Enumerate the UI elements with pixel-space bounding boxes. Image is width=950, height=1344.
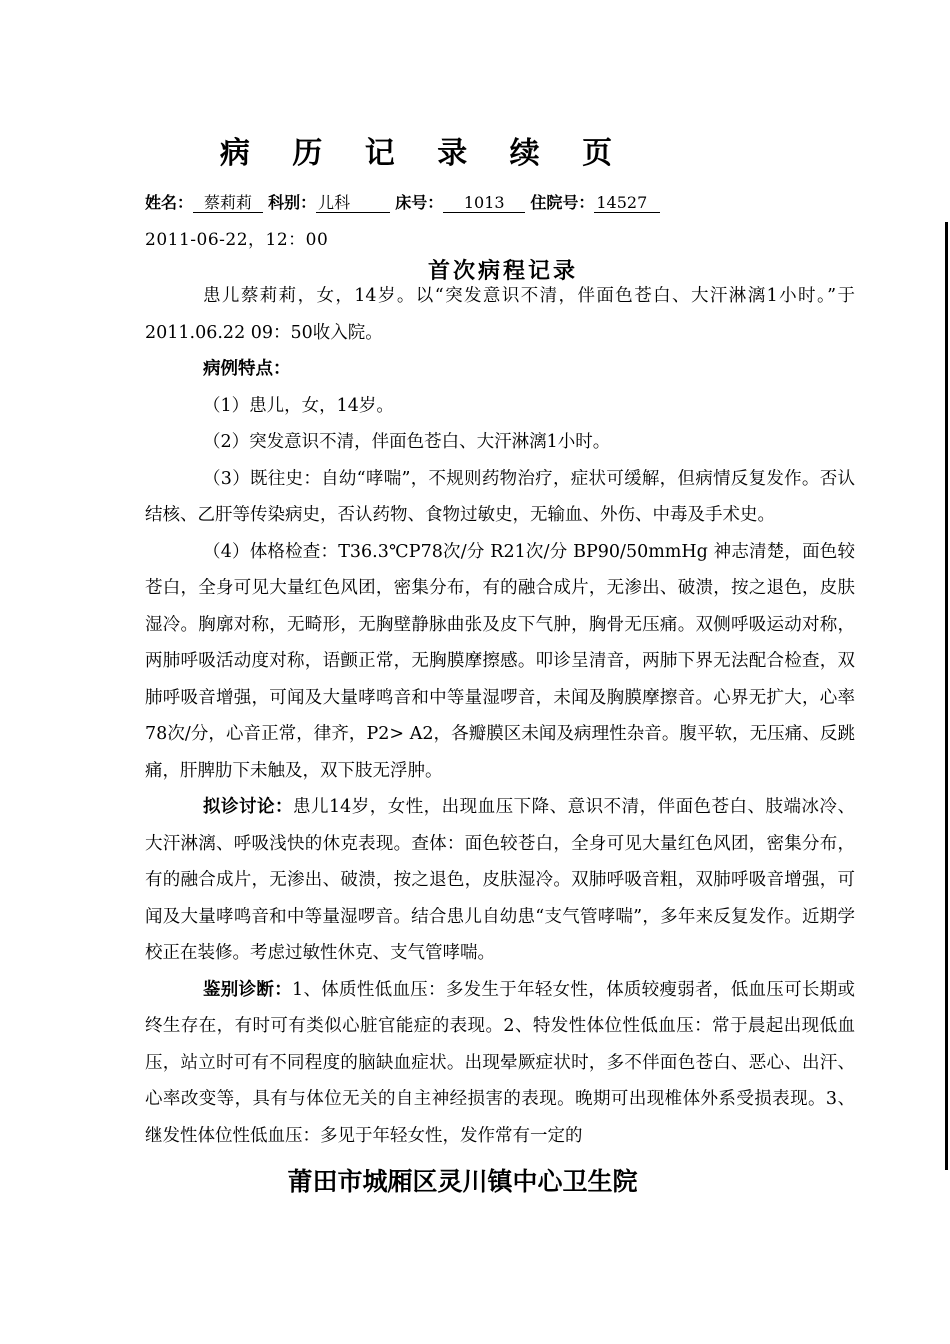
record-datetime: 2011-06-22，12：00 xyxy=(145,230,329,250)
patient-dept: 儿科 xyxy=(316,194,390,213)
feature-item: （3）既往史：自幼“哮喘”，不规则药物治疗，症状可缓解，但病情反复发作。否认结核、乙肝等传染病史，否认药物、食物过敏史，无输血、外伤、中毒及手术史。 xyxy=(145,468,855,525)
section-title: 首次病程记录 xyxy=(427,258,578,284)
discussion-paragraph xyxy=(145,789,855,972)
feature-item: （2）突发意识不清，伴面色苍白、大汗淋漓1小时。 xyxy=(203,432,611,452)
discussion-text: 患儿14岁，女性，出现血压下降、意识不清，伴面色苍白、肢端冰冷、大汗淋漓、呼吸浅快的休克表现。查体：面色较苍白，全身可见大量红色风团，密集分布，有的融合成片，无渗出、破溃，按之退色，皮肤湿冷。双肺呼吸音粗，双肺呼吸音增强，可闻及大量哮鸣音和中等量湿啰音。结合患儿自幼患“支气管哮喘”，多年来反复发作。近期学校正在装修。考虑过敏性休克、支气管哮喘。 xyxy=(145,797,855,963)
page-edge-border xyxy=(945,222,948,1170)
differential-paragraph xyxy=(145,972,855,1155)
hospital-name: 莆田市城厢区灵川镇中心卫生院 xyxy=(287,1167,638,1196)
discussion-label: 拟诊讨论： xyxy=(203,797,293,817)
patient-info-line xyxy=(145,190,660,213)
differential-label: 鉴别诊断： xyxy=(203,979,293,1000)
patient-bed: 1013 xyxy=(443,194,525,213)
name-label: 姓名： xyxy=(145,193,194,212)
bed-label: 床号： xyxy=(395,193,444,212)
record-body xyxy=(145,278,855,1154)
features-heading: 病例特点： xyxy=(203,359,291,379)
differential-text: 1、体质性低血压：多发生于年轻女性，体质较瘦弱者，低血压可长期或终生存在，有时可有类似心脏官能症的表现。2、特发性体位性低血压：常于晨起出现低血压，站立时可有不同程度的脑缺血症状。出现晕厥症状时，多不伴面色苍白、恶心、出汗、心率改变等，具有与体位无关的自主神经损害的表现。晚期可出现椎体外系受损表现。3、继发性体位性低血压：多见于年轻女性，发作常有一定的 xyxy=(145,979,855,1146)
patient-admission-number: 14527 xyxy=(594,194,660,213)
feature-item: （1）患儿，女，14岁。 xyxy=(203,395,394,416)
page-title: 病 历 记 录 续 页 xyxy=(219,136,629,171)
admission-label: 住院号： xyxy=(530,193,595,212)
feature-item: （4）体格检查：T36.3℃P78次/分 R21次/分 BP90/50mmHg 神志清楚，面色较苍白，全身可见大量红色风团，密集分布，有的融合成片，无渗出、破溃，按之退色，皮肤湿冷。胸廓对称，无畸形，无胸壁静脉曲张及皮下气肿，胸骨无压痛。双侧呼吸运动对称，两肺呼吸活动度对称，语颤正常，无胸膜摩擦感。叩诊呈清音，两肺下界无法配合检查，双肺呼吸音增强，可闻及大量哮鸣音和中等量湿啰音，未闻及胸膜摩擦音。心界无扩大，心率78次/分，心音正常，律齐，P2> A2，各瓣膜区未闻及病理性杂音。腹平软，无压痛、反跳痛，肝脾肋下未触及，双下肢无浮肿。 xyxy=(145,541,855,781)
intro-paragraph: 患儿蔡莉莉，女，14岁。以“突发意识不清，伴面色苍白、大汗淋漓1小时。”于2011.06.22 09：50收入院。 xyxy=(145,286,855,343)
patient-name: 蔡莉莉 xyxy=(193,194,263,213)
dept-label: 科别： xyxy=(268,193,317,212)
